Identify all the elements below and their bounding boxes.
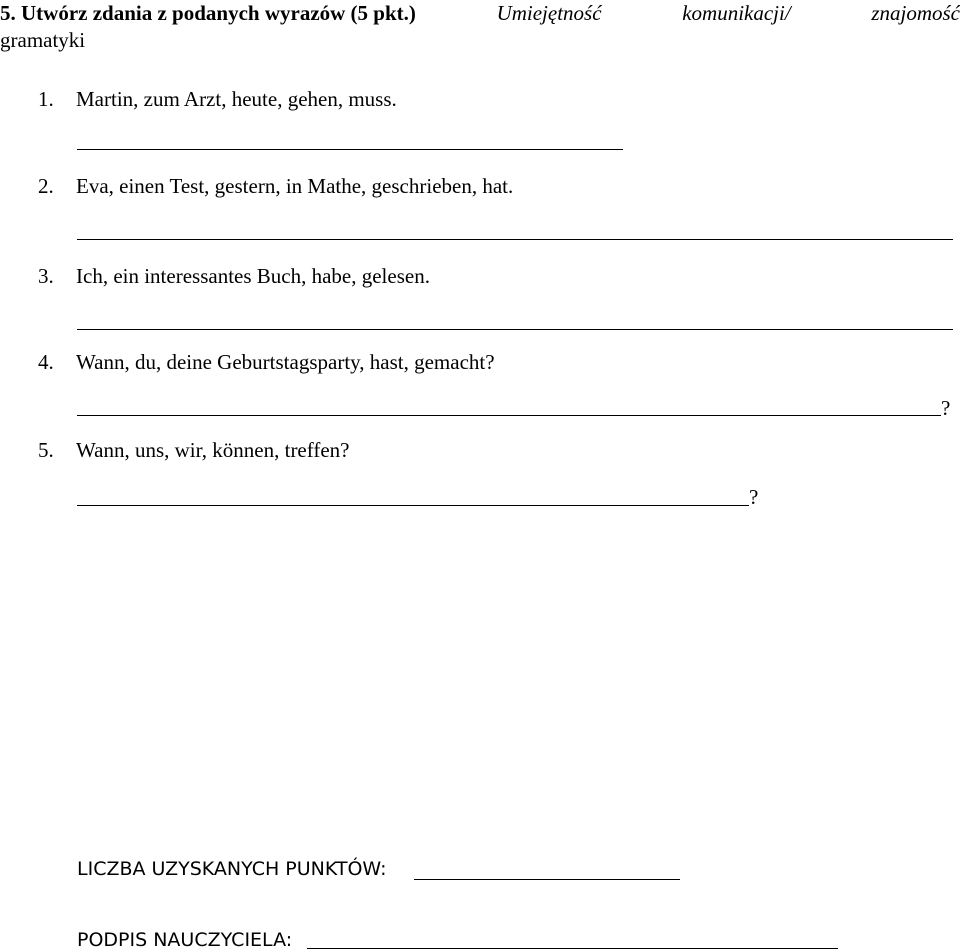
item-number: 2. (38, 174, 54, 198)
item-number: 4. (38, 350, 54, 374)
exercise-header-line (0, 0, 960, 27)
item-number: 3. (38, 264, 54, 288)
answer-line-1[interactable] (77, 149, 623, 150)
item-number: 5. (38, 438, 54, 462)
answer-line-4[interactable] (77, 415, 941, 416)
answer-end-mark-5: ? (749, 485, 759, 509)
signature-label: PODPIS NAUCZYCIELA: (77, 929, 293, 951)
item-words: Martin, zum Arzt, heute, gehen, muss. (76, 87, 397, 111)
item-words: Wann, du, deine Geburtstagsparty, hast, gemacht? (76, 350, 495, 374)
exercise-item-5 (38, 438, 350, 462)
points-line[interactable] (414, 879, 680, 880)
exercise-item-4 (38, 350, 495, 374)
item-words: Wann, uns, wir, können, treffen? (76, 438, 350, 462)
exercise-item-1 (38, 87, 397, 111)
exercise-header (0, 0, 960, 54)
answer-end-mark-4: ? (941, 396, 951, 420)
skill-word-3: znajomość (871, 1, 960, 25)
item-number: 1. (38, 87, 54, 111)
exercise-title: 5. Utwórz zdania z podanych wyrazów (5 pkt.) (0, 1, 416, 25)
exercise-item-3 (38, 264, 430, 288)
signature-line[interactable] (307, 948, 838, 949)
answer-line-5[interactable] (77, 505, 749, 506)
item-words: Eva, einen Test, gestern, in Mathe, geschrieben, hat. (76, 174, 514, 198)
skill-word-4: gramatyki (0, 28, 86, 52)
points-label: LICZBA UZYSKANYCH PUNKTÓW: (77, 858, 387, 880)
skill-word-1: Umiejętność (496, 1, 602, 25)
item-words: Ich, ein interessantes Buch, habe, gelesen. (76, 264, 430, 288)
skill-word-2: komunikacji/ (682, 1, 791, 25)
answer-line-2[interactable] (77, 239, 953, 240)
exercise-item-2 (38, 174, 513, 198)
answer-line-3[interactable] (77, 329, 953, 330)
